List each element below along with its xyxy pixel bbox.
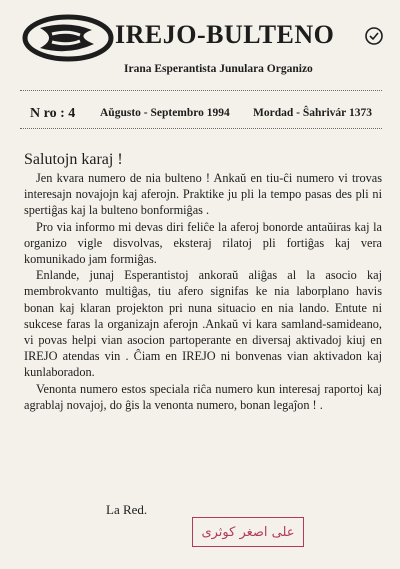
article-paragraph: Venonta numero estos speciala riĉa numero kun interesaj raportoj kaj agrablaj novajoj, do ĝis la venonta numero, bonan legaĵon ! . — [24, 381, 382, 412]
irejo-logo-icon — [22, 14, 114, 62]
editorial-article — [24, 150, 382, 413]
small-seal-icon — [364, 26, 384, 46]
owner-stamp: علی اصغر کوثری — [192, 517, 304, 547]
organization-subtitle: Irana Esperantista Junulara Organizo — [124, 63, 313, 75]
greeting-heading: Salutojn karaj ! — [24, 151, 123, 168]
article-paragraph: Jen kvara numero de nia bulteno ! Ankaŭ en tiu-ĉi numero vi trovas interesajn novajojn kaj aferojn. Praktike ju pli la tempo pasas des pli ni spertiĝas kaj la bulteno bonformiĝas . — [24, 171, 382, 218]
article-paragraph: Pro via informo mi devas diri feliĉe la aferoj bonorde antaŭiras kaj la organizo vigle disvolvas, eksteraj rilatoj pli fortiĝas kaj vera komunikado jam formiĝas. — [24, 219, 382, 267]
bottom-divider — [20, 128, 382, 129]
bulletin-title: IREJO-BULTENO — [115, 20, 335, 49]
article-paragraph: Enlande, junaj Esperantistoj ankoraŭ aliĝas al la asocio kaj membrokvanto multiĝas, tiu afero signifas ke nia laborplano havis bonan kaj klaran projekton pri nuna situacio en nia lando. Entute ni sukcese faras la organizajn aferojn .Ankaŭ vi kara samland-samideano, vi povas helpi vian asocion partoperante en diversaj aktivadoj kiuj en IREJO atendas vin . Ĉiam en IREJO ni bonvenas vian aktivadon kaj kunlaboradon. — [24, 268, 382, 380]
top-divider — [20, 90, 382, 91]
issue-number: N ro : 4 — [30, 106, 76, 121]
issue-date-gregorian: Aŭgusto - Septembro 1994 — [100, 107, 230, 119]
issue-date-persian: Mordad - Ŝahrivár 1373 — [253, 107, 372, 119]
editor-signature: La Red. — [106, 502, 148, 517]
